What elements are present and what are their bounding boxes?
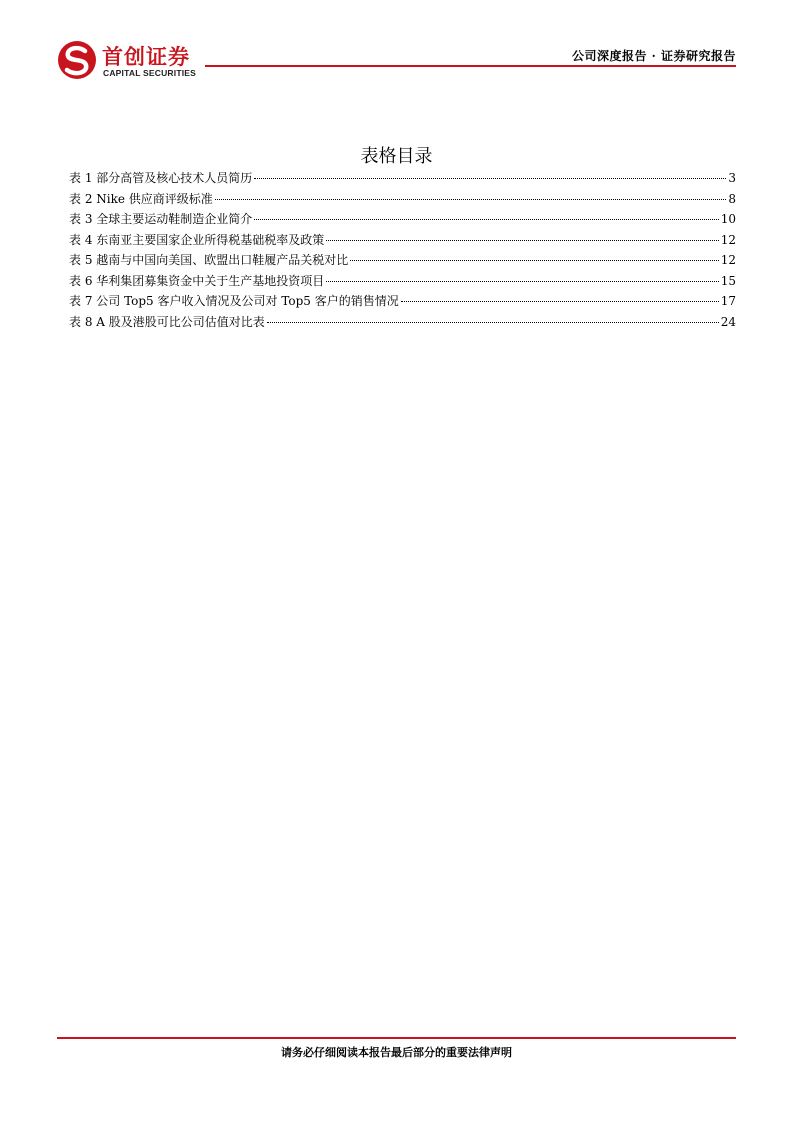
toc-page-number: 12	[720, 253, 736, 267]
toc-page-number: 8	[728, 191, 736, 206]
logo-chinese-name: 首创证券	[102, 45, 190, 69]
toc-dot-leader	[326, 281, 718, 282]
toc-entry-label: 表 1 部分高管及核心技术人员简历	[69, 171, 253, 185]
toc-page-number: 24	[720, 314, 736, 329]
footer-divider	[57, 1037, 736, 1039]
capital-securities-logo-icon	[57, 40, 97, 80]
toc-entry[interactable]	[69, 312, 736, 333]
logo-english-name: CAPITAL SECURITIES	[103, 68, 197, 78]
toc-page-number: 15	[720, 273, 736, 288]
toc-entry-label: 表 8 A 股及港股可比公司估值对比表	[69, 314, 265, 329]
toc-entry[interactable]	[69, 209, 736, 230]
toc-entry-label: 表 2 Nike 供应商评级标准	[69, 191, 213, 206]
toc-page-number: 12	[720, 232, 736, 247]
toc-dot-leader	[215, 199, 727, 200]
toc-entry[interactable]	[69, 168, 736, 189]
toc-entry[interactable]	[69, 230, 736, 251]
toc-entry[interactable]	[69, 250, 736, 271]
toc-entry[interactable]	[69, 291, 736, 312]
toc-dot-leader	[326, 240, 718, 241]
toc-dot-leader	[254, 178, 726, 179]
table-of-contents	[69, 168, 736, 332]
toc-entry-label: 表 4 东南亚主要国家企业所得税基础税率及政策	[69, 232, 325, 247]
toc-entry-label: 表 3 全球主要运动鞋制造企业简介	[69, 212, 253, 226]
toc-dot-leader	[401, 301, 719, 302]
toc-dot-leader	[254, 219, 718, 220]
toc-page-number: 3	[728, 171, 736, 185]
company-logo	[57, 40, 217, 82]
toc-page-number: 10	[720, 212, 736, 226]
legal-disclaimer-note: 请务必仔细阅读本报告最后部分的重要法律声明	[281, 1046, 512, 1059]
page-title: 表格目录	[360, 146, 433, 167]
toc-entry[interactable]	[69, 189, 736, 210]
toc-entry[interactable]	[69, 271, 736, 292]
toc-entry-label: 表 5 越南与中国向美国、欧盟出口鞋履产品关税对比	[69, 253, 349, 267]
header-divider	[205, 65, 736, 67]
report-type-label: 公司深度报告 · 证券研究报告	[571, 49, 736, 63]
toc-dot-leader	[267, 322, 719, 323]
toc-entry-label: 表 6 华利集团募集资金中关于生产基地投资项目	[69, 273, 325, 288]
toc-dot-leader	[350, 260, 718, 261]
toc-entry-label: 表 7 公司 Top5 客户收入情况及公司对 Top5 客户的销售情况	[69, 294, 399, 308]
toc-page-number: 17	[720, 294, 736, 308]
